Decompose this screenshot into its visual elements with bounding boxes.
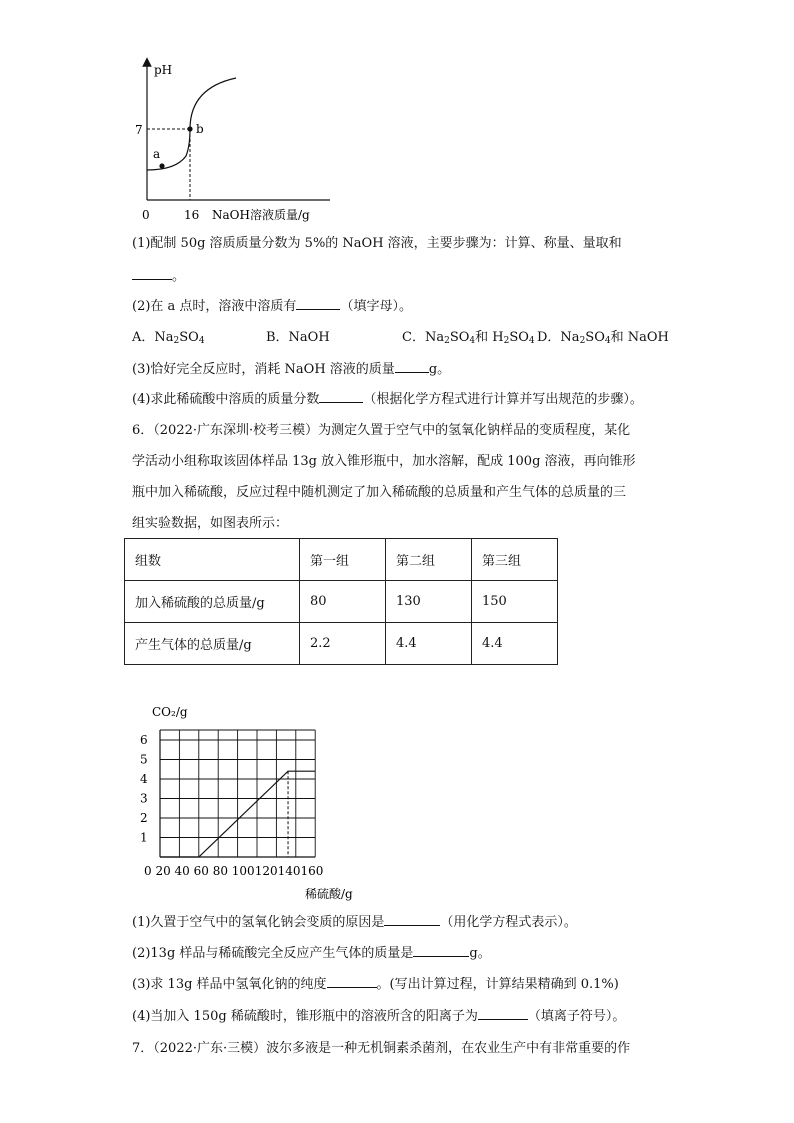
ph-curve bbox=[147, 78, 236, 170]
option-a[interactable]: A．$Na_2SO_4$ bbox=[132, 330, 205, 346]
answer-blank[interactable] bbox=[132, 266, 172, 280]
answer-blank[interactable] bbox=[478, 1006, 528, 1020]
q6-line1: 6．（2022·广东深圳·校考三模）为测定久置于空气中的氢氧化钠样品的变质程度，某化 bbox=[132, 423, 631, 438]
ph-point-b bbox=[187, 126, 192, 131]
table-cell: 130 bbox=[386, 581, 472, 623]
q6-s3: (3)求 13g 样品中氢氧化钠的纯度 。(写出计算过程，计算结果精确到 0.1%) bbox=[132, 974, 619, 995]
ph-ylabel: pH bbox=[154, 63, 173, 77]
table-row bbox=[125, 581, 558, 623]
q7-line1: 7．（2022·广东·三模）波尔多液是一种无机铜素杀菌剂，在农业生产中有非常重要的作 bbox=[132, 1041, 631, 1056]
q5-options bbox=[132, 328, 669, 348]
ph-point-a bbox=[159, 163, 164, 168]
table-cell: 4.4 bbox=[472, 623, 558, 665]
q6-s1: (1)久置于空气中的氢氧化钠会变质的原因是 （用化学方程式表示）。 bbox=[132, 912, 577, 933]
ph-y-tick: 7 bbox=[135, 123, 143, 137]
ph-xlabel: NaOH溶液质量/g bbox=[212, 208, 310, 222]
answer-blank[interactable] bbox=[319, 389, 363, 403]
co2-y-tick-label: 2 bbox=[140, 811, 148, 825]
table-header-cell: 第三组 bbox=[472, 539, 558, 581]
q6-s2: (2)13g 样品与稀硫酸完全反应产生气体的质量是 g。 bbox=[132, 943, 491, 964]
table-header-cell: 组数 bbox=[125, 539, 300, 581]
q5-s1-cont: 。 bbox=[132, 266, 185, 287]
table-header-cell: 第一组 bbox=[300, 539, 386, 581]
co2-xlabel: 稀硫酸/g bbox=[305, 887, 353, 901]
co2-chart bbox=[140, 700, 353, 908]
q5-s3: (3)恰好完全反应时，消耗 NaOH 溶液的质量 g。 bbox=[132, 359, 450, 380]
q6-line2: 学活动小组称取该固体样品 13g 放入锥形瓶中，加水溶解，配成 100g 溶液，再向锥形 bbox=[132, 454, 636, 469]
option-d[interactable]: D．$Na_2SO_4$和 NaOH bbox=[537, 330, 669, 346]
answer-blank[interactable] bbox=[327, 974, 377, 988]
answer-blank[interactable] bbox=[296, 296, 340, 310]
ph-origin: 0 bbox=[142, 208, 150, 222]
co2-ylabel: CO₂/g bbox=[152, 705, 188, 719]
table-header-cell: 第二组 bbox=[386, 539, 472, 581]
co2-y-tick-label: 5 bbox=[140, 752, 148, 767]
answer-blank[interactable] bbox=[384, 912, 440, 926]
q5-s4: (4)求此稀硫酸中溶质的质量分数 （根据化学方程式进行计算并写出规范的步骤）。 bbox=[132, 389, 643, 410]
co2-y-tick-label: 6 bbox=[140, 733, 148, 747]
option-b[interactable]: B．NaOH bbox=[266, 330, 330, 345]
q6-line3: 瓶中加入稀硫酸，反应过程中随机测定了加入稀硫酸的总质量和产生气体的总质量的三 bbox=[132, 485, 627, 500]
table-cell: 2.2 bbox=[300, 623, 386, 665]
q6-line4: 组实验数据，如图表所示： bbox=[132, 516, 289, 531]
co2-y-tick-label: 3 bbox=[140, 791, 148, 806]
table-cell: 150 bbox=[472, 581, 558, 623]
table-header-row bbox=[125, 539, 558, 581]
table-cell: 产生气体的总质量/g bbox=[125, 623, 300, 665]
table-row bbox=[125, 623, 558, 665]
co2-x-tick-labels: 0 20 40 60 80 100120140160 bbox=[144, 864, 324, 878]
co2-y-tick-label: 1 bbox=[140, 830, 148, 845]
answer-blank[interactable] bbox=[395, 359, 429, 373]
table-cell: 加入稀硫酸的总质量/g bbox=[125, 581, 300, 623]
co2-y-tick-label: 4 bbox=[140, 772, 148, 786]
q5-s2: (2)在 a 点时，溶液中溶质有 （填字母）。 bbox=[132, 296, 412, 317]
ph-label-b: b bbox=[196, 122, 204, 136]
option-c[interactable]: C．$Na_2SO_4$和 $H_2SO_4$ bbox=[402, 330, 535, 346]
ph-chart bbox=[135, 58, 340, 223]
ph-x-tick: 16 bbox=[184, 208, 200, 222]
table-cell: 4.4 bbox=[386, 623, 472, 665]
ph-label-a: a bbox=[153, 147, 161, 161]
answer-blank[interactable] bbox=[413, 943, 469, 957]
q5-s1: (1)配制 50g 溶质质量分数为 5%的 NaOH 溶液，主要步骤为：计算、称量、量取和 bbox=[132, 236, 622, 251]
q6-s4: (4)当加入 150g 稀硫酸时，锥形瓶中的溶液所含的阳离子为 （填离子符号）。 bbox=[132, 1006, 625, 1027]
table-cell: 80 bbox=[300, 581, 386, 623]
data-table bbox=[124, 538, 558, 665]
